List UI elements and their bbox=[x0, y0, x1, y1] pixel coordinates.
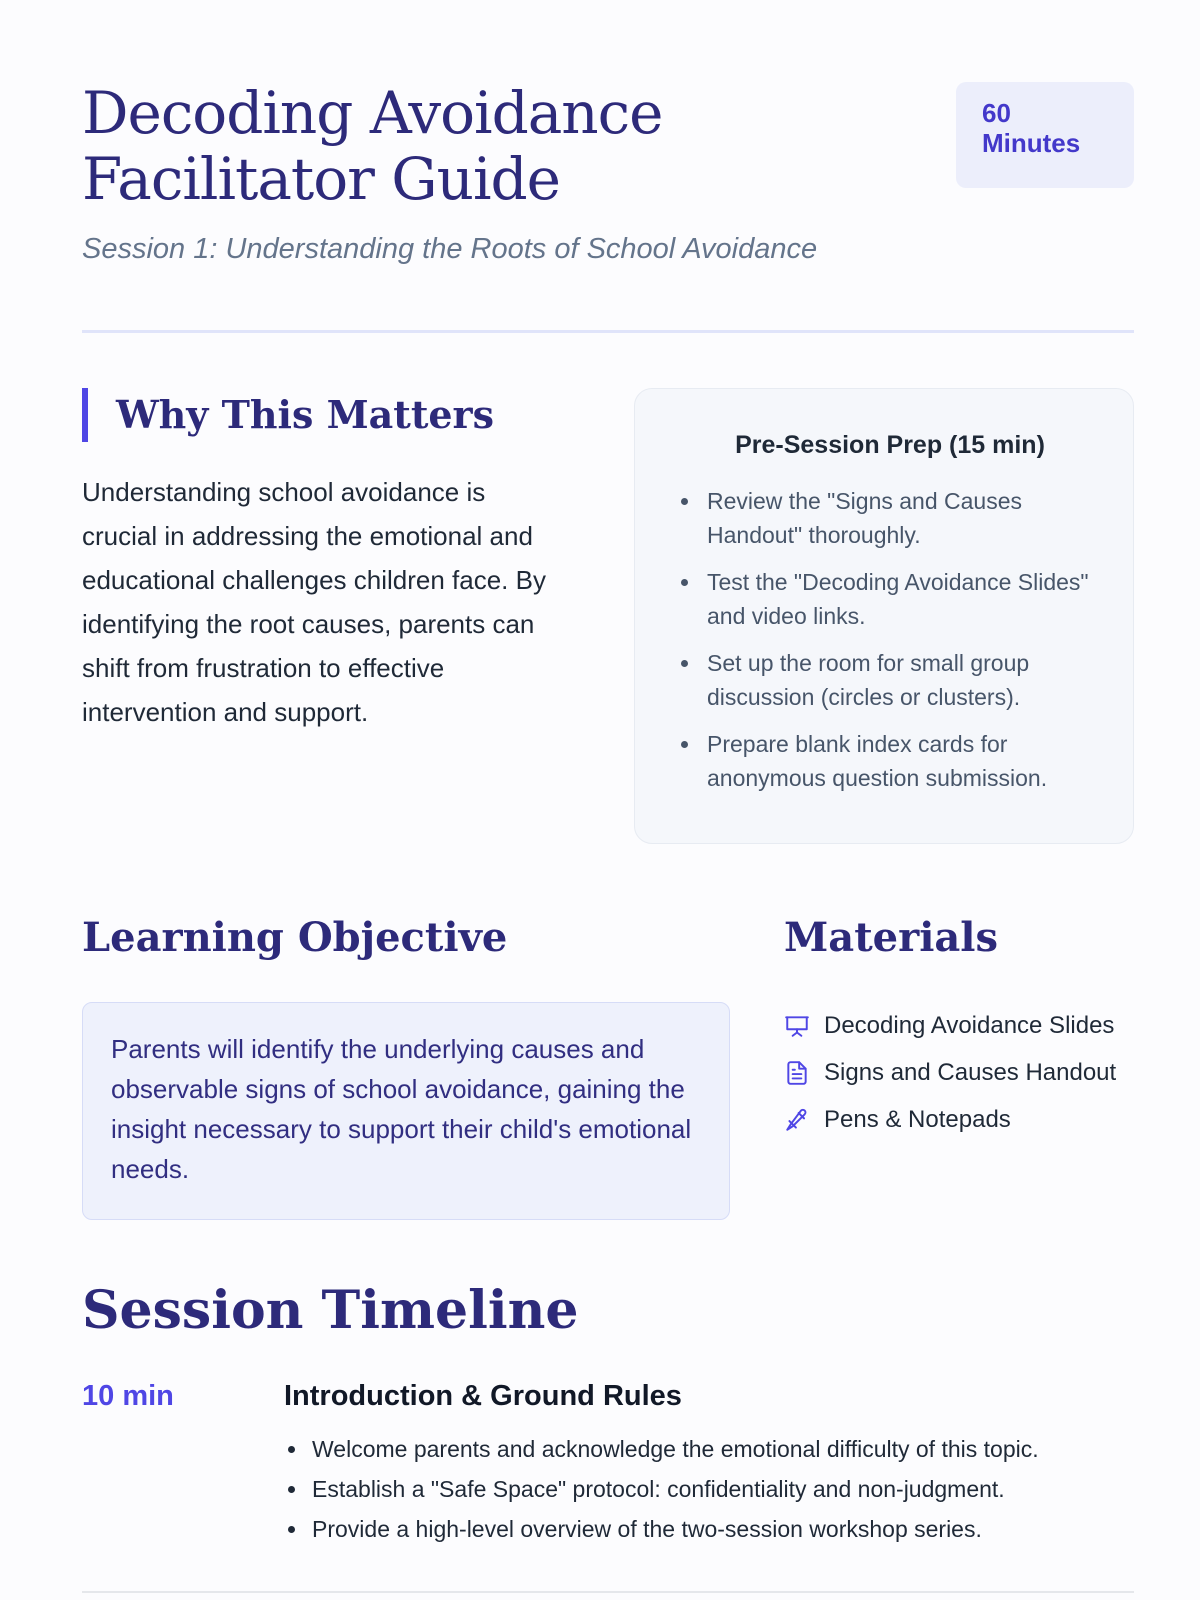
why-body: Understanding school avoidance is crucial in addressing the emotional and educational challenges children face. By identifying the root causes, parents can shift from frustration to effective intervention and support. bbox=[82, 477, 546, 727]
timeline-content bbox=[284, 1380, 1134, 1549]
objective-box: Parents will identify the underlying causes and observable signs of school avoidance, gaining the insight necessary to support their child's emotional needs. bbox=[82, 1002, 730, 1220]
prep-item: Review the "Signs and Causes Handout" thoroughly. bbox=[677, 484, 1103, 552]
header-divider bbox=[82, 330, 1134, 333]
objective-heading: Learning Objective bbox=[82, 914, 508, 961]
prep-title: Pre-Session Prep (15 min) bbox=[735, 431, 1045, 459]
materials-section bbox=[784, 910, 1144, 1143]
pen-icon bbox=[784, 1107, 810, 1133]
material-item bbox=[784, 1002, 1144, 1049]
material-item bbox=[784, 1096, 1144, 1143]
timeline-time: 10 min bbox=[82, 1380, 174, 1412]
material-label: Signs and Causes Handout bbox=[824, 1058, 1117, 1086]
material-item bbox=[784, 1049, 1144, 1096]
pre-session-prep-card bbox=[634, 388, 1134, 844]
page-header bbox=[82, 80, 1134, 212]
timeline-item: Provide a high-level overview of the two-session workshop series. bbox=[284, 1509, 1134, 1549]
why-this-matters-section bbox=[82, 388, 562, 734]
timeline-divider bbox=[82, 1591, 1134, 1593]
timeline-item: Welcome parents and acknowledge the emotional difficulty of this topic. bbox=[284, 1429, 1134, 1469]
duration-badge: 60 Minutes bbox=[956, 82, 1134, 188]
learning-objective-section bbox=[82, 910, 730, 1220]
material-label: Pens & Notepads bbox=[824, 1105, 1011, 1133]
materials-heading: Materials bbox=[784, 914, 999, 961]
page-subtitle: Session 1: Understanding the Roots of School Avoidance bbox=[82, 233, 818, 265]
timeline-item: Establish a "Safe Space" protocol: confidentiality and non-judgment. bbox=[284, 1469, 1134, 1509]
presentation-icon bbox=[784, 1013, 810, 1039]
prep-item: Prepare blank index cards for anonymous question submission. bbox=[677, 727, 1103, 795]
why-heading: Why This Matters bbox=[82, 388, 562, 442]
page-title: Decoding Avoidance Facilitator Guide bbox=[82, 79, 663, 213]
document-icon bbox=[784, 1060, 810, 1086]
prep-item: Set up the room for small group discussion (circles or clusters). bbox=[677, 646, 1103, 714]
session-timeline-heading: Session Timeline bbox=[82, 1280, 579, 1341]
prep-item: Test the "Decoding Avoidance Slides" and video links. bbox=[677, 565, 1103, 633]
prep-list bbox=[677, 484, 1103, 795]
material-label: Decoding Avoidance Slides bbox=[824, 1011, 1115, 1039]
timeline-list bbox=[284, 1429, 1134, 1549]
materials-list bbox=[784, 1002, 1144, 1143]
timeline-title: Introduction & Ground Rules bbox=[284, 1380, 682, 1412]
